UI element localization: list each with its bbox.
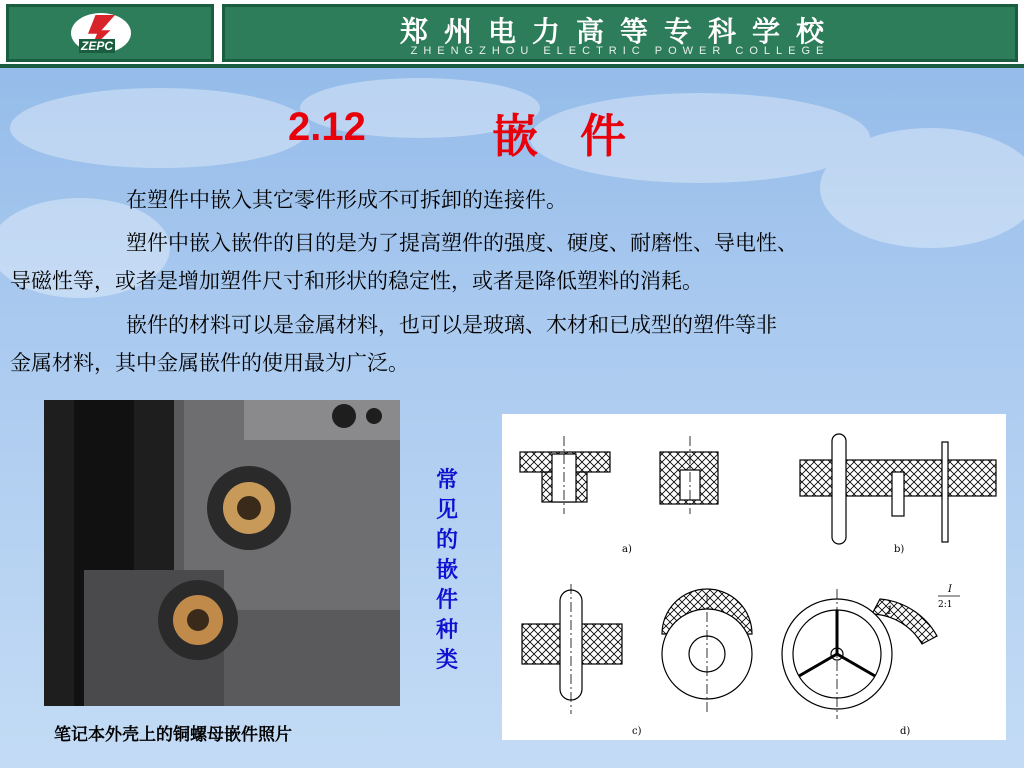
insert-photo-illustration bbox=[44, 400, 400, 706]
side-label-char: 嵌 bbox=[435, 558, 458, 583]
side-label-char: 见 bbox=[435, 498, 458, 523]
side-label-char: 类 bbox=[435, 648, 458, 673]
label-d: d) bbox=[900, 726, 911, 737]
insert-types-diagram bbox=[502, 414, 1006, 740]
header bbox=[0, 0, 1024, 68]
paragraph-3-line-1: 嵌件的材料可以是金属材料，也可以是玻璃、木材和已成型的塑件等非 bbox=[126, 313, 777, 337]
photo-caption: 笔记本外壳上的铜螺母嵌件照片 bbox=[54, 725, 292, 745]
label-b: b) bbox=[894, 544, 905, 555]
insert-types-label bbox=[432, 466, 462, 676]
section-number: 2.12 bbox=[288, 105, 366, 149]
label-1: 1 bbox=[886, 604, 893, 617]
college-name-cn: 郑州电力高等专科学校 bbox=[399, 15, 840, 48]
paragraph-2-line-1: 塑件中嵌入嵌件的目的是为了提高塑件的强度、硬度、耐磨性、导电性、 bbox=[126, 231, 798, 255]
label-detail-scale: 2:1 bbox=[938, 600, 953, 610]
label-c: c) bbox=[632, 726, 642, 737]
side-label-char: 常 bbox=[435, 468, 458, 493]
college-logo bbox=[6, 4, 214, 62]
side-label-char: 种 bbox=[435, 618, 458, 643]
college-banner bbox=[222, 4, 1018, 62]
college-name-en: ZHENGZHOU ELECTRIC POWER COLLEGE bbox=[410, 45, 830, 57]
side-label-char: 件 bbox=[435, 588, 458, 613]
paragraph-2-line-2: 导磁性等，或者是增加塑件尺寸和形状的稳定性，或者是降低塑料的消耗。 bbox=[10, 269, 703, 293]
header-divider bbox=[0, 64, 1024, 68]
insert-types-drawing bbox=[502, 414, 1006, 740]
paragraph-1: 在塑件中嵌入其它零件形成不可拆卸的连接件。 bbox=[126, 188, 567, 212]
paragraph-3-line-2: 金属材料，其中金属嵌件的使用最为广泛。 bbox=[10, 351, 409, 375]
section-title: 嵌件 bbox=[492, 109, 668, 163]
side-label-char: 的 bbox=[435, 528, 458, 553]
logo-text: ZEPC bbox=[81, 39, 114, 53]
label-detail-id: I bbox=[948, 584, 952, 595]
insert-photo bbox=[44, 400, 400, 706]
label-a: a) bbox=[622, 544, 632, 555]
